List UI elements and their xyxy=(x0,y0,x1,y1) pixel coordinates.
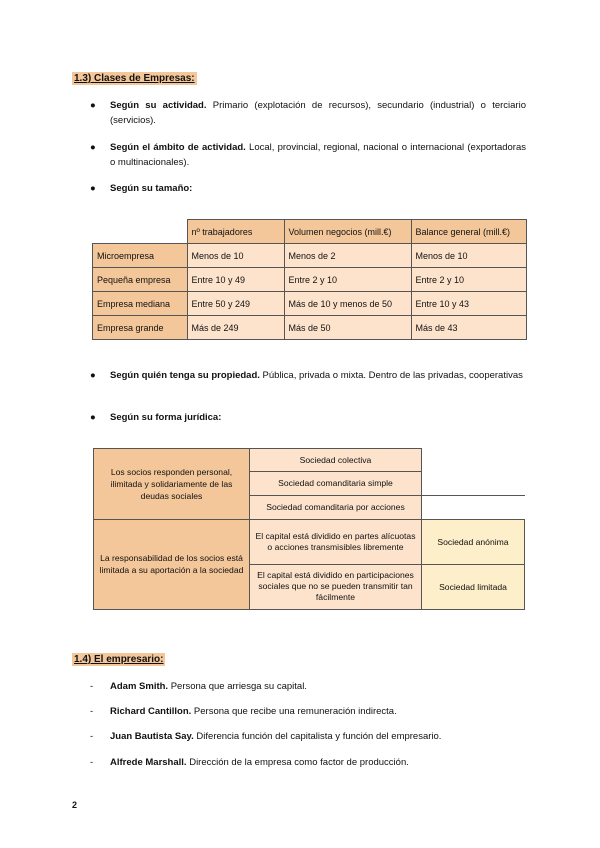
author-name: Alfrede Marshall. xyxy=(110,757,187,768)
author-text: Persona que recibe una remuneración indirecta. xyxy=(191,706,397,717)
size-row-label: Empresa grande xyxy=(93,316,188,340)
legal-type: Sociedad limitada xyxy=(422,564,525,609)
size-table-header-row xyxy=(93,220,527,244)
list-item xyxy=(90,705,397,719)
legal-empty-cell xyxy=(422,495,525,519)
section-title-empresario xyxy=(72,654,165,665)
size-table-header: Balance general (mill.€) xyxy=(411,220,527,244)
size-table-header: nº trabajadores xyxy=(187,220,284,244)
dash-glyph: - xyxy=(90,681,94,692)
bullet-bold: Según el ámbito de actividad. xyxy=(110,142,246,153)
section-title-clases xyxy=(72,73,197,84)
size-table xyxy=(92,219,527,340)
legal-desc: El capital está dividido en participaciones sociales que no se pueden transmitir tan fácilmente xyxy=(250,564,422,609)
size-cell: Menos de 2 xyxy=(284,244,411,268)
bullet-dot: ● xyxy=(90,183,96,194)
author-name: Adam Smith. xyxy=(110,681,169,692)
size-cell: Menos de 10 xyxy=(187,244,284,268)
table-row xyxy=(93,244,527,268)
bullet-dot: ● xyxy=(90,370,96,381)
dash-glyph: - xyxy=(90,731,94,742)
size-cell: Más de 43 xyxy=(411,316,527,340)
bullet-tamano xyxy=(90,181,526,196)
size-cell: Entre 2 y 10 xyxy=(284,268,411,292)
bullet-ambito xyxy=(90,140,526,170)
bullet-propiedad xyxy=(90,368,526,383)
size-cell: Entre 50 y 249 xyxy=(187,292,284,316)
size-row-label: Pequeña empresa xyxy=(93,268,188,292)
legal-group-label: La responsabilidad de los socios está limitada a su aportación a la sociedad xyxy=(94,519,250,609)
table-row xyxy=(93,292,527,316)
list-item xyxy=(90,680,307,694)
table-row xyxy=(94,449,525,472)
dash-glyph: - xyxy=(90,706,94,717)
list-item xyxy=(90,730,441,744)
list-item xyxy=(90,756,409,770)
size-cell: Entre 2 y 10 xyxy=(411,268,527,292)
author-text: Persona que arriesga su capital. xyxy=(168,681,307,692)
page-number: 2 xyxy=(72,800,78,810)
legal-type: Sociedad comanditaria simple xyxy=(250,472,422,496)
bullet-forma-juridica xyxy=(90,410,526,425)
table-row xyxy=(93,316,527,340)
legal-empty-cell xyxy=(422,449,525,472)
table-row xyxy=(94,519,525,564)
legal-group-label: Los socios responden personal, ilimitada y solidariamente de las deudas sociales xyxy=(94,449,250,520)
size-cell: Menos de 10 xyxy=(411,244,527,268)
author-text: Diferencia función del capitalista y función del empresario. xyxy=(193,731,442,742)
legal-type: Sociedad anónima xyxy=(422,519,525,564)
author-name: Juan Bautista Say. xyxy=(110,731,194,742)
section-title-text: 1.3) Clases de Empresas: xyxy=(74,73,195,84)
legal-type: Sociedad colectiva xyxy=(250,449,422,472)
author-text: Dirección de la empresa como factor de producción. xyxy=(186,757,409,768)
bullet-text: Primario (explotación de recursos), secundario (industrial) o terciario (servicios). xyxy=(110,100,526,126)
size-cell: Más de 249 xyxy=(187,316,284,340)
size-cell: Entre 10 y 43 xyxy=(411,292,527,316)
legal-type: Sociedad comanditaria por acciones xyxy=(250,495,422,519)
size-cell: Más de 10 y menos de 50 xyxy=(284,292,411,316)
bullet-bold: Según su actividad. xyxy=(110,100,207,111)
section-title-text: 1.4) El empresario: xyxy=(74,654,164,665)
bullet-text: Pública, privada o mixta. Dentro de las privadas, cooperativas xyxy=(259,370,523,381)
table-row xyxy=(93,268,527,292)
bullet-dot: ● xyxy=(90,142,96,153)
legal-empty-cell xyxy=(422,472,525,496)
size-table-corner xyxy=(93,220,188,244)
legal-desc: El capital está dividido en partes alícuotas o acciones transmisibles libremente xyxy=(250,519,422,564)
legal-form-table xyxy=(93,448,525,610)
size-table-header: Volumen negocios (mill.€) xyxy=(284,220,411,244)
dash-glyph: - xyxy=(90,757,94,768)
bullet-dot: ● xyxy=(90,100,96,111)
bullet-actividad xyxy=(90,98,526,128)
author-name: Richard Cantillon. xyxy=(110,706,192,717)
size-cell: Más de 50 xyxy=(284,316,411,340)
size-cell: Entre 10 y 49 xyxy=(187,268,284,292)
bullet-text: Local, provincial, regional, nacional o internacional (exportadoras o multinacionales). xyxy=(110,142,526,168)
bullet-bold: Según su tamaño: xyxy=(110,183,193,194)
bullet-dot: ● xyxy=(90,412,96,423)
size-row-label: Microempresa xyxy=(93,244,188,268)
size-row-label: Empresa mediana xyxy=(93,292,188,316)
bullet-bold: Según quién tenga su propiedad. xyxy=(110,370,260,381)
bullet-bold: Según su forma jurídica: xyxy=(110,412,222,423)
